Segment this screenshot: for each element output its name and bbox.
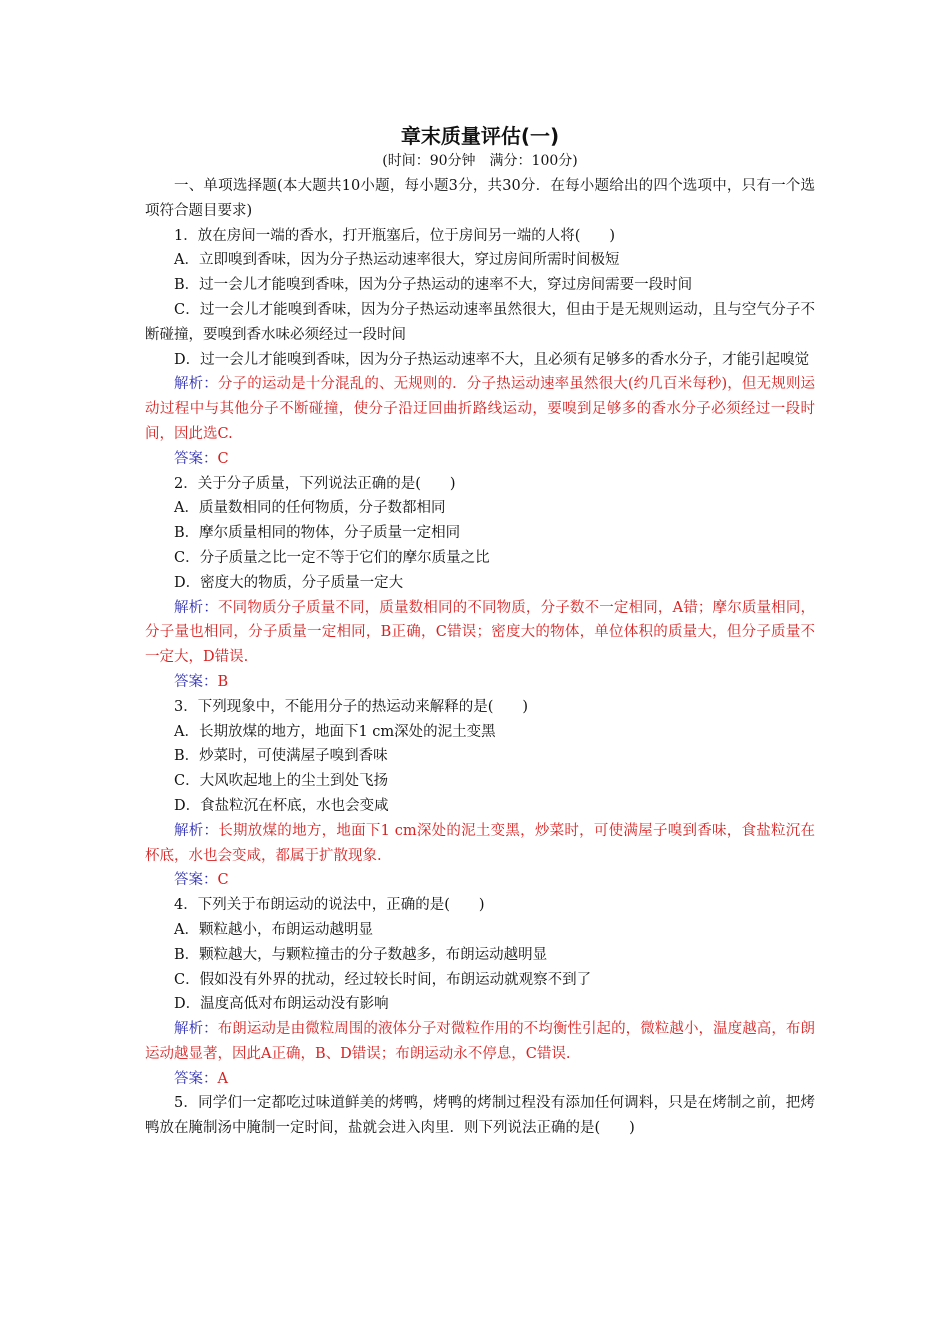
answer-label: 答案： <box>174 673 218 690</box>
question-stem: 4．下列关于布朗运动的说法中，正确的是( ) <box>174 897 485 914</box>
option-a: A．颗粒越小，布朗运动越明显 <box>174 921 373 938</box>
analysis-paragraph <box>145 819 815 869</box>
option-b: B．过一会儿才能嗅到香味，因为分子热运动的速率不大，穿过房间需要一段时间 <box>174 277 693 294</box>
analysis-paragraph <box>145 596 815 670</box>
option-b: B．炒菜时，可使满屋子嗅到香味 <box>174 748 388 765</box>
option-d: D．食盐粒沉在杯底，水也会变咸 <box>174 797 389 814</box>
option-c: C．分子质量之比一定不等于它们的摩尔质量之比 <box>174 549 490 566</box>
question-stem: 2．关于分子质量，下列说法正确的是( ) <box>174 475 456 492</box>
answer-value: B <box>217 673 229 690</box>
document-page <box>145 122 815 1141</box>
answer-value: C <box>217 872 229 889</box>
question-stem: 3．下列现象中，不能用分子的热运动来解释的是( ) <box>174 698 529 715</box>
answer-line <box>145 670 815 695</box>
section-header: 一、单项选择题(本大题共10小题，每小题3分，共30分．在每小题给出的四个选项中，只有一个选项符合题目要求) <box>145 178 815 219</box>
analysis-text: 分子的运动是十分混乱的、无规则的．分子热运动速率虽然很大(约几百米每秒)，但无规则运动过程中与其他分子不断碰撞，使分子沿迂回曲折路线运动，要嗅到足够多的香水分子必须经过一段时间，因此选C. <box>145 376 815 442</box>
option-c: C．大风吹起地上的尘土到处飞扬 <box>174 773 389 790</box>
question-stem: 5．同学们一定都吃过味道鲜美的烤鸭，烤鸭的烤制过程没有添加任何调料，只是在烤制之前，把烤鸭放在腌制汤中腌制一定时间，盐就会进入肉里．则下列说法正确的是( ) <box>145 1095 815 1137</box>
option-c: C．假如没有外界的扰动，经过较长时间，布朗运动就观察不到了 <box>174 971 592 988</box>
option-b: B．颗粒越大，与颗粒撞击的分子数越多，布朗运动越明显 <box>174 946 548 963</box>
answer-line <box>145 868 815 893</box>
option-d: D．过一会儿才能嗅到香味，因为分子热运动速率不大，且必须有足够多的香水分子，才能引起嗅觉 <box>174 351 810 368</box>
answer-value: C <box>217 450 229 467</box>
answer-value: A <box>217 1070 228 1087</box>
analysis-paragraph <box>145 1017 815 1067</box>
page-title: 章末质量评估(一) <box>400 124 560 148</box>
answer-line <box>145 1067 815 1092</box>
analysis-paragraph <box>145 372 815 446</box>
analysis-text: 长期放煤的地方，地面下1 cm深处的泥土变黑，炒菜时，可使满屋子嗅到香味，食盐粒沉在杯底，水也会变咸，都属于扩散现象. <box>145 822 816 864</box>
analysis-label: 解析： <box>174 599 218 616</box>
option-a: A．长期放煤的地方，地面下1 cm深处的泥土变黑 <box>174 723 496 740</box>
answer-label: 答案： <box>174 1070 218 1087</box>
exam-info: (时间：90分钟 满分：100分) <box>382 153 578 169</box>
analysis-text: 不同物质分子质量不同，质量数相同的不同物质，分子数不一定相同，A错；摩尔质量相同，分子量也相同，分子质量一定相同，B正确，C错误；密度大的物体，单位体积的质量大，但分子质量不一定大，D错误. <box>145 599 816 666</box>
option-c: C．过一会儿才能嗅到香味，因为分子热运动速率虽然很大，但由于是无规则运动，且与空气分子不断碰撞，要嗅到香水味必须经过一段时间 <box>145 301 815 343</box>
analysis-text: 布朗运动是由微粒周围的液体分子对微粒作用的不均衡性引起的，微粒越小，温度越高，布朗运动越显著，因此A正确，B、D错误；布朗运动永不停息，C错误. <box>145 1021 816 1062</box>
answer-label: 答案： <box>174 872 218 889</box>
option-d: D．密度大的物质，分子质量一定大 <box>174 574 404 591</box>
question-stem: 1．放在房间一端的香水，打开瓶塞后，位于房间另一端的人将( ) <box>174 227 616 244</box>
analysis-label: 解析： <box>174 822 219 839</box>
analysis-label: 解析： <box>174 376 218 393</box>
answer-line <box>145 447 815 472</box>
answer-label: 答案： <box>174 450 218 467</box>
option-b: B．摩尔质量相同的物体，分子质量一定相同 <box>174 525 461 542</box>
option-a: A．质量数相同的任何物质，分子数都相同 <box>174 500 446 517</box>
option-d: D．温度高低对布朗运动没有影响 <box>174 996 389 1013</box>
analysis-label: 解析： <box>174 1021 218 1038</box>
option-a: A．立即嗅到香味，因为分子热运动速率很大，穿过房间所需时间极短 <box>174 252 620 269</box>
